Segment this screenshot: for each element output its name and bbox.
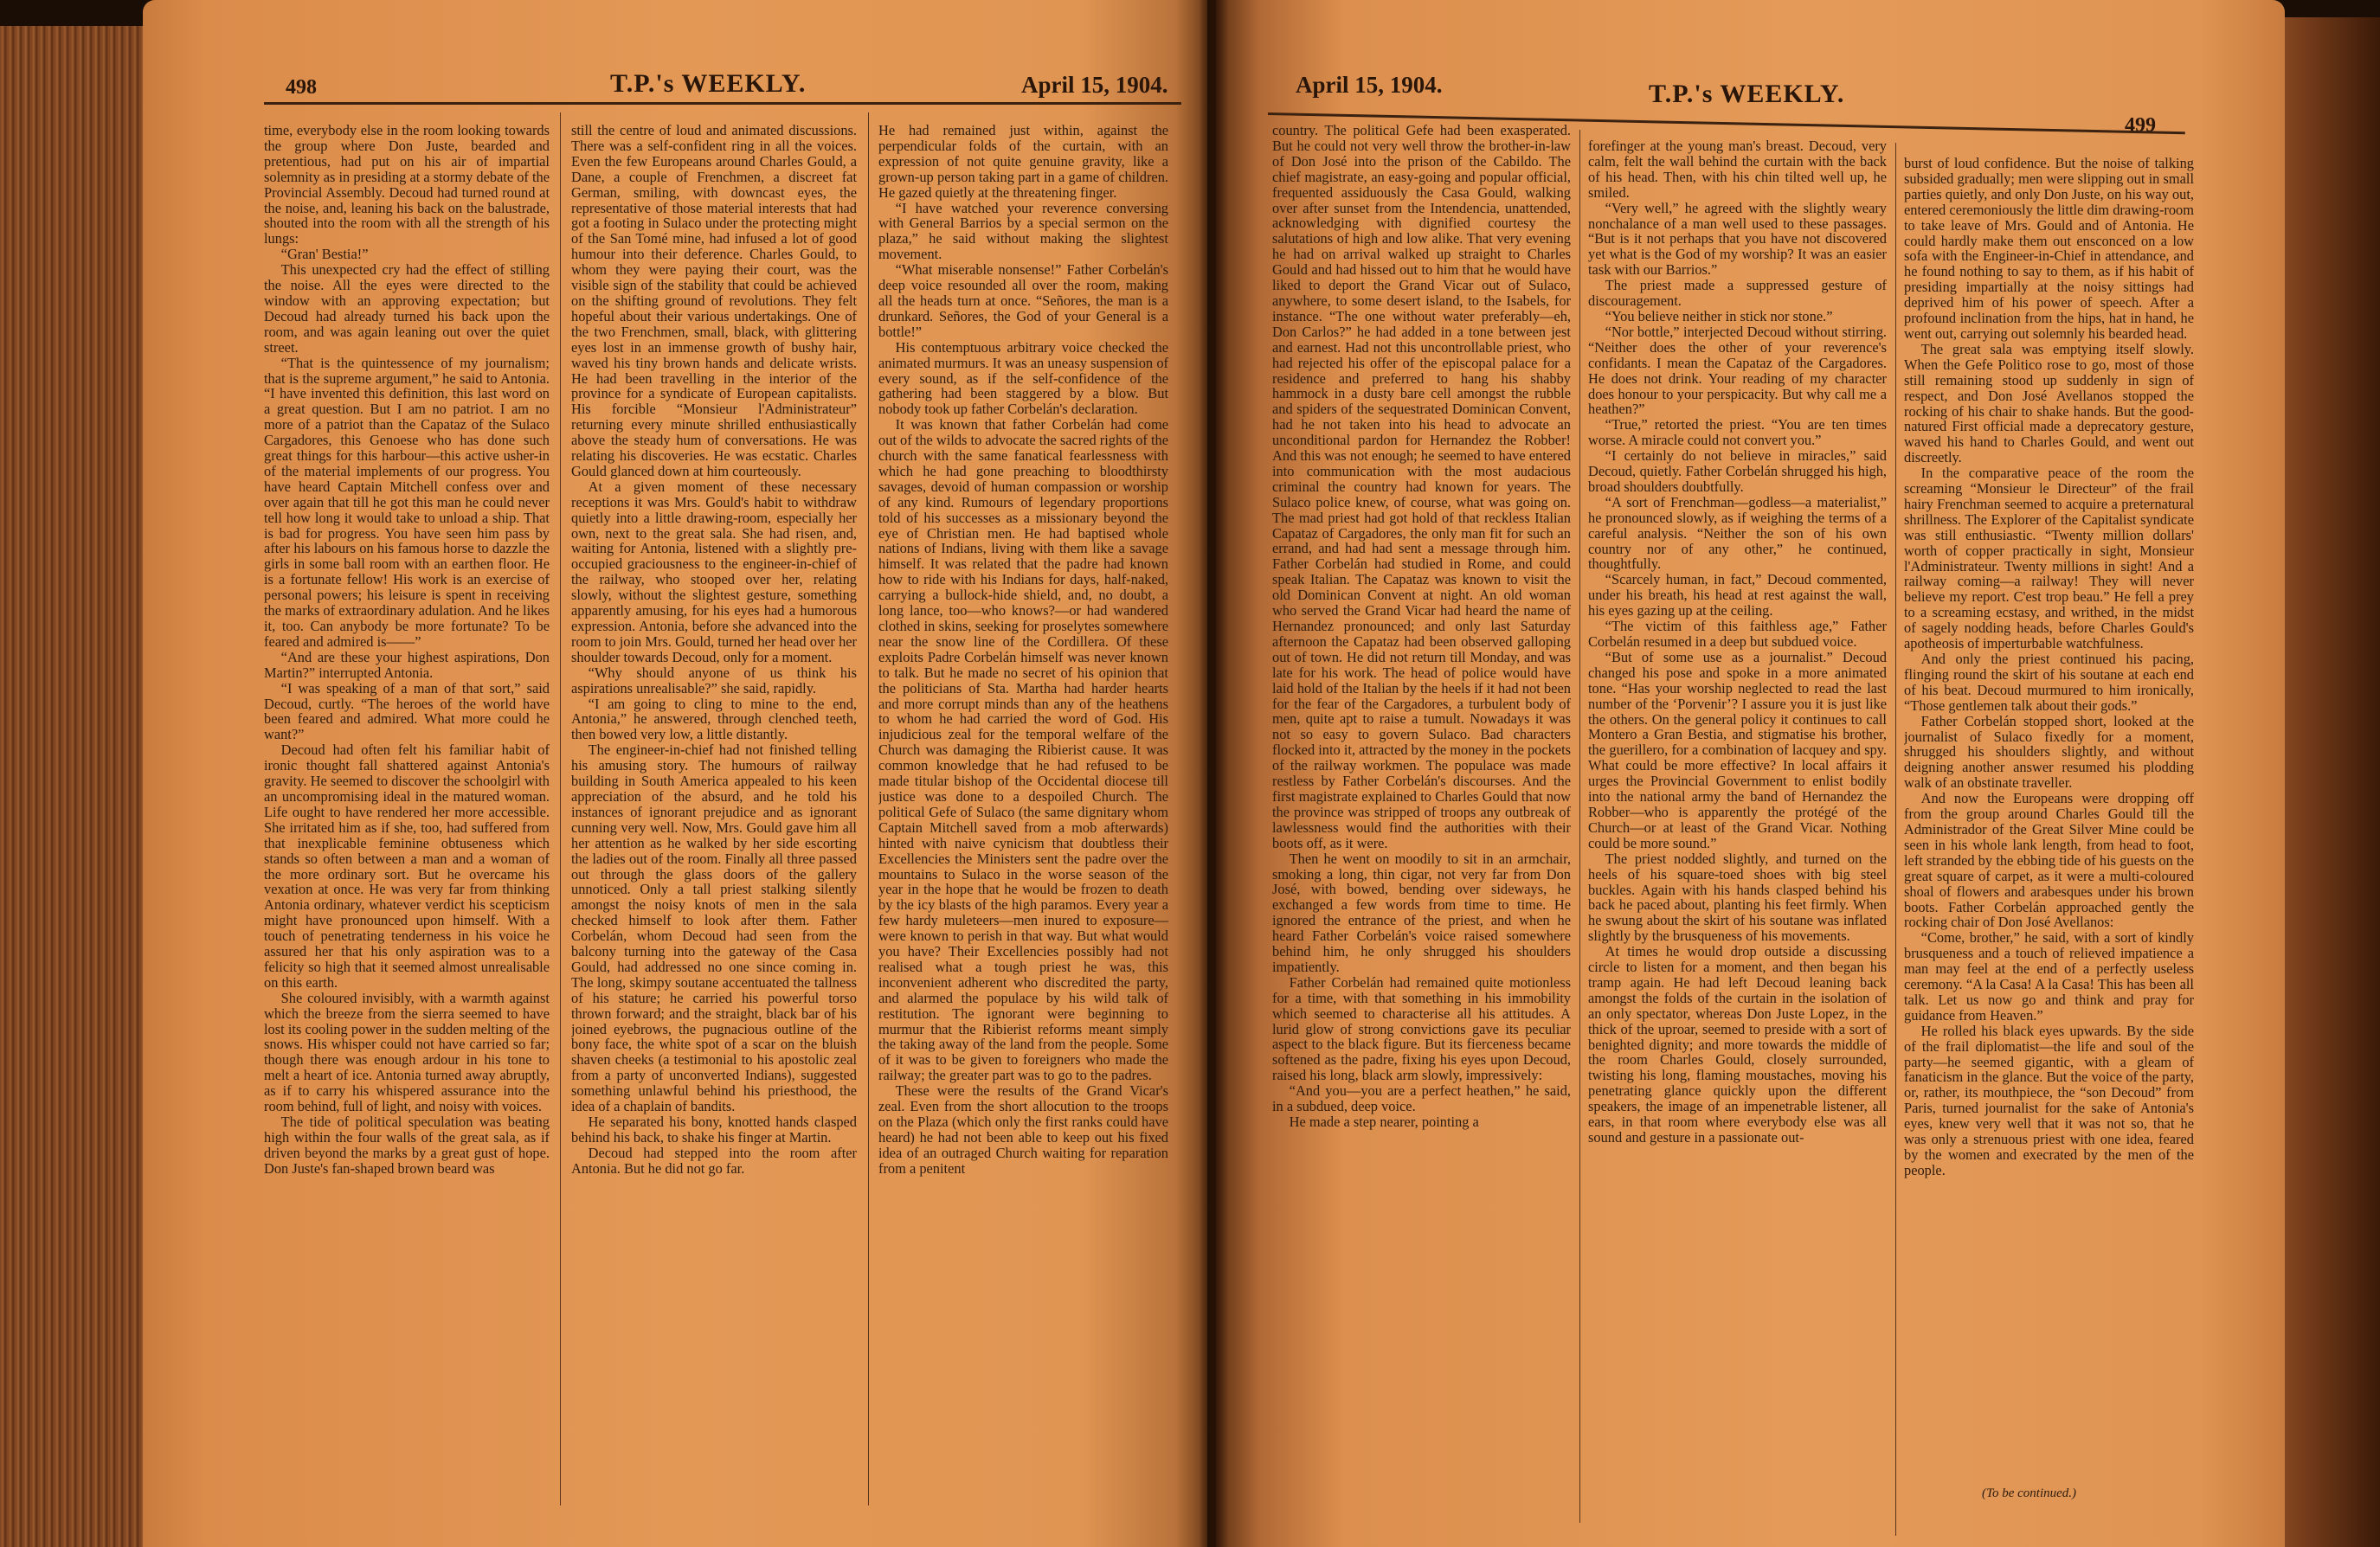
text-column xyxy=(878,123,1168,1499)
paragraph: At a given moment of these necessary receptions it was Mrs. Gould's habit to withdraw quietly into a little drawing-room, especially her own, next to the great sala. She had risen, and, waiting for Antonia, listened with a slightly pre-occupied graciousness to the engineer-in-chief of the railway, who stooped over her, relating slowly, without the slightest gesture, something apparently amusing, for his eyes had a humorous expression. Antonia, before she advanced into the room to join Mrs. Gould, turned her head over her shoulder towards Decoud, only for a moment. xyxy=(571,478,857,665)
paragraph: The tide of political speculation was beating high within the four walls of the great sala, as if driven beyond the marks by a great gust of hope. Don Juste's fan-shaped brown beard was xyxy=(264,1114,550,1177)
paragraph: “That is the quintessence of my journalism; that is the supreme argument,” he said to Antonia. “I have invented this definition, this last word on a great question. But I am no patriot. I am no more of a patriot than the Capataz of the Sulaco Cargadores, this Genoese who has done such great things for this harbour—this active usher-in of the material implements of our progress. You have heard Captain Mitchell confess over and over again that till he got this man he could never tell how long it would take to unload a ship. That is bad for progress. You have seen him pass by after his labours on his famous horse to dazzle the girls in some ball room with an earthen floor. He is a fortunate fellow! His work is an exercise of personal powers; his leisure is spent in receiving the marks of extraordinary adulation. And he likes it, too. Can anybody be more fortunate? To be feared and admired is——” xyxy=(264,354,550,650)
paragraph: It was known that father Corbelán had come out of the wilds to advocate the sacred rights of the church with the same fanatical fearlessness with which he had gone preaching to bloodthirsty savages, devoid of human compassion or worship of any kind. Rumours of legendary proportions told of his successes as a missionary beyond the eye of Christian men. He had baptised whole nations of Indians, living with them like a savage himself. It was related that the padre had known how to ride with his Indians for days, half-naked, carrying a bullock-hide shield, and, no doubt, a long lance, too—who knows?—or had wandered clothed in skins, seeking for proselytes somewhere near the snow line of the Cordillera. Of these exploits Padre Corbelán himself was never known to talk. But he made no secret of his opinion that the politicians of Sta. Martha had harder hearts and more corrupt minds than any of the heathens to whom he had carried the word of God. His injudicious zeal for the temporal welfare of the Church was damaging the Ribierist cause. It was common knowledge that he had refused to be made titular bishop of the Occidental diocese till justice was done to a despoiled Church. The political Gefe of Sulaco (the same dignitary whom Captain Mitchell saved from a mob afterwards) hinted with naive cynicism that doubtless their Excellencies the Ministers sent the padre over the mountains to Sulaco in the worse season of the year in the hope that he would be frozen to death by the icy blasts of the high paramos. Every year a few hardy muleteers—men inured to exposure—were known to perish in that way. But what would you have? Their Excellencies possibly had not realised what a tough priest he was, this inconvenient adherent who discredited the party, and alarmed the populace by his wild talk of restitution. The ignorant were beginning to murmur that the Ribierist reforms meant simply the taking away of the land from the people. Some of it was to be given to foreigners who made the railway; the greater part was to go to the padres. xyxy=(878,416,1168,1084)
paragraph: “What miserable nonsense!” Father Corbelán's deep voice resounded all over the room, making all the heads turn at once. “Señores, the man is a drunkard. Señores, the God of your General is a bottle!” xyxy=(878,261,1168,340)
column-divider xyxy=(1895,143,1896,1536)
paragraph: “Why should anyone of us think his aspirations unrealisable?” she said, rapidly. xyxy=(571,664,857,696)
paragraph: “I certainly do not believe in miracles,” said Decoud, quietly. Father Corbelán shrugged his high, broad shoulders doubtfully. xyxy=(1588,447,1887,495)
paragraph: “Come, brother,” he said, with a sort of kindly brusqueness and a touch of relieved impatience a man may feel at the end of a perfectly useless ceremony. “A la Casa! A la Casa! This has been all talk. Let us now go and think and pray for guidance from Heaven.” xyxy=(1904,929,2194,1024)
paragraph: He separated his bony, knotted hands clasped behind his back, to shake his finger at Martin. xyxy=(571,1114,857,1146)
paragraph: At times he would drop outside a discussing circle to listen for a moment, and then began his tramp again. He had left Decoud leaning back amongst the folds of the curtain in the isolation of an only spectator, whereas Don Juste Lopez, in the thick of the uproar, seemed to preside with a sort of benighted dignity; and more towards the middle of the room Charles Gould, closely surrounded, twisting his long, flaming moustaches, moving his penetrating glance quickly upon the different speakers, the image of an impenetrable listener, all ears, in that room where everybody else was all sound and gesture in a passionate out- xyxy=(1588,943,1887,1146)
paragraph: And now the Europeans were dropping off from the group around Charles Gould till the Administrador of the Great Silver Mine could be seen in his whole lank length, from head to foot, left stranded by the ebbing tide of his guests on the great square of carpet, as it were a multi-coloured shoal of flowers and arabesques under his brown boots. Father Corbelán approached gently the rocking chair of Don José Avellanos: xyxy=(1904,790,2194,931)
column-divider xyxy=(1579,130,1580,1523)
text-column xyxy=(1272,123,1571,1499)
paragraph: burst of loud confidence. But the noise of talking subsided gradually; men were slipping out in small parties quietly, and only Don Juste, on his way out, entered ceremoniously the little dim drawing-room to take leave of Mrs. Gould and of Antonia. He could hardly make them out ensconced on a low sofa with the Engineer-in-Chief in attendance, and he found nothing to say to them, as if his habit of presiding impartially at the noisy sittings had deprived him of his power of speech. After a profound inclination from the hips, hat in hand, he went out, carrying out solemnly his bearded head. xyxy=(1904,156,2194,342)
paragraph: The great sala was emptying itself slowly. When the Gefe Politico rose to go, most of those still remaining stood up suddenly in sign of respect, and Don José Avellanos stopped the rocking of his chair to shake hands. But the good-natured First official made a deprecatory gesture, waved his hand to Charles Gould, and went out discreetly. xyxy=(1904,340,2194,466)
paragraph: “You believe neither in stick nor stone.” xyxy=(1605,307,1833,324)
text-column xyxy=(264,123,550,1499)
paragraph: Decoud had stepped into the room after Antonia. But he did not go far. xyxy=(571,1144,857,1177)
masthead-title: T.P.'s WEEKLY. xyxy=(610,69,807,98)
paragraph: He made a step nearer, pointing a xyxy=(1289,1114,1479,1130)
text-column xyxy=(571,123,857,1499)
paragraph: “A sort of Frenchman—godless—a materialist,” he pronounced slowly, as if weighing the terms of a careful analysis. “Neither the son of his own country nor of any other,” he continued, thoughtfully. xyxy=(1588,493,1887,573)
paragraph: “I was speaking of a man of that sort,” said Decoud, curtly. “The heroes of the world have been feared and admired. What more could he want?” xyxy=(264,679,550,743)
paragraph: “The victim of this faithless age,” Father Corbelán resumed in a deep but subdued voice. xyxy=(1588,618,1887,650)
masthead-title: T.P.'s WEEKLY. xyxy=(1649,80,1845,108)
paragraph: Then he went on moodily to sit in an armchair, smoking a long, thin cigar, not very far from Don José, with bowed, bending over sideways, he exchanged a few words from time to time. He ignored the entrance of the priest, and when he heard Father Corbelán's voice raised somewhere behind him, he only shrugged his shoulders impatiently. xyxy=(1272,850,1571,975)
paragraph: The engineer-in-chief had not finished telling his amusing story. The humours of railway building in South America appealed to his keen appreciation of the absurd, and he told his instances of ignorant prejudice and as ignorant cunning very well. Now, Mrs. Gould gave him all her attention as he walked by her side escorting the ladies out of the room. Finally all three passed out through the glass doors of the gallery unnoticed. Only a tall priest stalking silently amongst the noisy knots of men in the sala checked himself to look after them. Father Corbelán, whom Decoud had seen from the balcony turning into the gateway of the Casa Gould, had addressed no one since coming in. The long, skimpy soutane accentuated the tallness of his stature; he carried his powerful torso thrown forward; and the straight, black bar of his joined eyebrows, the pugnacious outline of the bony face, the white spot of a scar on the bluish shaven cheeks (a testimonial to his apostolic zeal from a party of unconverted Indians), suggested something unlawful behind his priesthood, the idea of a chaplain of bandits. xyxy=(571,741,857,1115)
right-page xyxy=(1216,0,2285,1547)
paragraph: forefinger at the young man's breast. Decoud, very calm, felt the wall behind the curtain with the back of his head. Then, with his chin tilted well up, he smiled. xyxy=(1588,138,1887,201)
paragraph: Decoud had often felt his familiar habit of ironic thought fall shattered against Antonia's gravity. He seemed to discover the schoolgirl with an uncompromising ideal in the matured woman. Life ought to have rendered her more accessible. She irritated him as if she, too, had suffered from that inexplicable feminine obtuseness which stands so often between a man and a woman of the more ordinary sort. But he overcame his vexation at once. He was very far from thinking Antonia ordinary, whatever verdict his scepticism might have pronounced upon himself. With a touch of penetrating tenderness in his voice he assured her that his only aspiration was to a felicity so high that it seemed almost unrealisable on this earth. xyxy=(264,741,550,991)
paragraph: country. The political Gefe had been exasperated. But he could not very well throw the brother-in-law of Don José into the prison of the Cabildo. The chief magistrate, an easy-going and popular official, frequented assiduously the Casa Gould, walking over after sunset from the Intendencia, unattended, acknowledging with dignified courtesy the salutations of high and low alike. That very evening he had on arrival walked up straight to Charles Gould and had hissed out to him that he would have liked to deport the Grand Vicar out of Sulaco, anywhere, to some desert island, to the Isabels, for instance. “The one without water preferably—eh, Don Carlos?” he had added in a tone between jest and earnest. Had not this uncontrollable priest, who had rejected his offer of the episcopal palace for a residence and preferred to hang his shabby hammock in a dusty bare cell amongst the rubble and spiders of the sequestrated Dominican Convent, had he not taken into his head to advocate an unconditional pardon for Hernandez the Robber! And this was not enough; he seemed to have entered into communication with the most audacious criminal the country had known for years. The Sulaco police knew, of course, what was going on. The mad priest had got hold of that reckless Italian Capataz of Cargadores, the only man fit for such an errand, and had had sent a message through him. Father Corbelán had studied in Rome, and could speak Italian. The Capataz was known to visit the old Dominican Convent at night. An old woman who served the Grand Vicar had heard the name of Hernandez pronounced; and only last Saturday afternoon the Capataz had been observed galloping out of town. He did not return till Monday, and was late for his work. The head of police would have laid hold of the Italian by the heels if it had not been for the fear of the Cargadores, a turbulent body of men, quite apt to raise a tumult. Nowadays it was not so easy to govern Sulaco. Bad characters flocked into it, attracted by the money in the pockets of the railway workmen. The populace was made restless by Father Corbelán's discourses. And the first magistrate explained to Charles Gould that now the province was stripped of troops any outbreak of lawlessness would find the authorities with their boots off, as it were. xyxy=(1272,123,1571,851)
text-column xyxy=(1904,156,2194,1480)
paragraph: “Nor bottle,” interjected Decoud without stirring. “Neither does the other of your reverence's confidants. I mean the Capataz of the Cargadores. He does not drink. Your reading of my character does honour to your perspicacity. But why call me a heathen?” xyxy=(1588,323,1887,418)
paragraph: “And are these your highest aspirations, Don Martin?” interrupted Antonia. xyxy=(264,648,550,681)
paragraph: Father Corbelán had remained quite motionless for a time, with that something in his immobility which seemed to characterise all his attitudes. A lurid glow of strong convictions gave its peculiar aspect to the black figure. But its fierceness became softened as the padre, fixing his eyes upon Decoud, raised his long, black arm slowly, impressively: xyxy=(1272,973,1571,1084)
issue-date: April 15, 1904. xyxy=(1296,72,1443,98)
paragraph: Father Corbelán stopped short, looked at the journalist of Sulaco fixedly for a moment, shrugged his shoulders slightly, and without deigning another answer resumed his plodding walk of an obstinate traveller. xyxy=(1904,712,2194,792)
left-page xyxy=(143,0,1207,1547)
paragraph: She coloured invisibly, with a warmth against which the breeze from the sierra seemed to have lost its cooling power in the sudden melting of the snows. His whisper could not have carried so far; though there was enough ardour in his tone to melt a heart of ice. Antonia turned away abruptly, as if to carry his whispered assurance into the room behind, full of light, and noisy with voices. xyxy=(264,989,550,1115)
to-be-continued: (To be continued.) xyxy=(1982,1486,2077,1500)
header-rule xyxy=(264,102,1181,105)
paragraph: “I am going to cling to mine to the end, Antonia,” he answered, through clenched teeth, then bowed very low, a little distantly. xyxy=(571,695,857,743)
paragraph: “And you—you are a perfect heathen,” he said, in a subdued, deep voice. xyxy=(1272,1082,1571,1115)
paragraph: These were the results of the Grand Vicar's zeal. Even from the short allocution to the troops on the Plaza (which only the first ranks could have heard) he had not been able to keep out his fixed idea of an outraged Church waiting for reparation from a penitent xyxy=(878,1082,1168,1177)
paragraph: The priest made a suppressed gesture of discouragement. xyxy=(1588,277,1887,310)
paragraph: He had remained just within, against the perpendicular folds of the curtain, with an expression of not quite genuine gravity, like a grown-up person taking part in a game of children. He gazed quietly at the threatening finger. xyxy=(878,123,1168,201)
column-divider xyxy=(560,112,561,1505)
paragraph: In the comparative peace of the room the screaming “Monsieur le Directeur” of the frail hairy Frenchman seemed to acquire a preternatural shrillness. The Explorer of the Capitalist syndicate was still enthusiastic. “Twenty million dollars' worth of copper practically in sight, Monsieur l'Administrateur. Twenty millions in sight! And a railway coming—a railway! They will never believe my report. C'est trop beau.” He fell a prey to a screaming ecstasy, and writhed, in the midst of sagely nodding heads, before Charles Gould's apotheosis of imperturbable watchfulness. xyxy=(1904,465,2194,652)
paragraph: “But of some use as a journalist.” Decoud changed his pose and spoke in a more animated tone. “Has your worship neglected to read the last number of the ‘Porvenir’? I assure you it is just like the others. On the general policy it continues to call Montero a Gran Bestia, and stigmatise his brother, the guerillero, for a combination of lacquey and spy. What could be more effective? In local affairs it urges the Provincial Government to enlist bodily into the national army the band of Hernandez the Robber—who is apparently the protégé of the Church—or at least of the Grand Vicar. Nothing could be more sound.” xyxy=(1588,648,1887,851)
paragraph: His contemptuous arbitrary voice checked the animated murmurs. It was an uneasy suspension of every sound, as if the self-confidence of the gathering had been staggered by a blow. But nobody took up father Corbelán's declaration. xyxy=(878,338,1168,418)
book-gutter xyxy=(1199,0,1228,1547)
paragraph: The priest nodded slightly, and turned on the heels of his square-toed shoes with big steel buckles. Again with his hands clasped behind his back he paced about, planting his feet firmly. When he swung about the skirt of his soutane was inflated slightly by the brusqueness of his movements. xyxy=(1588,850,1887,945)
book-edge-left xyxy=(0,26,147,1547)
paragraph: “Gran' Bestia!” xyxy=(280,246,369,263)
paragraph: And only the priest continued his pacing, flinging round the skirt of his soutane at each end of his beat. Decoud murmured to him ironically, “Those gentlemen talk about their gods.” xyxy=(1904,651,2194,714)
paragraph: still the centre of loud and animated discussions. There was a self-confident ring in all the voices. Even the few Europeans around Charles Gould, a Dane, a couple of Frenchmen, a discreet fat German, smiling, with downcast eyes, the representative of those material interests that had got a footing in Sulaco under the protecting might of the San Tomé mine, had infused a lot of good humour into their deference. Charles Gould, to whom they were paying their court, was the visible sign of the stability that could be achieved on the shifting ground of revolutions. They felt hopeful about their various undertakings. One of the two Frenchmen, small, black, with glittering eyes lost in an immense growth of bushy hair, waved his tiny brown hands and delicate wrists. He had been travelling in the interior of the province for a syndicate of European capitalists. His forcible “Monsieur l'Administrateur” returning every minute shrilled enthusiastically above the steady hum of conversations. He was relating his discoveries. He was ecstatic. Charles Gould glanced down at him courteously. xyxy=(571,123,857,479)
book-cover-right xyxy=(2276,17,2380,1547)
column-divider xyxy=(868,112,869,1505)
paragraph: He rolled his black eyes upwards. By the side of the frail diplomatist—the life and soul of the party—he seemed gigantic, with a gleam of fanaticism in the glance. But the voice of the party, or, rather, its mouthpiece, the “son Decoud” from Paris, turned journalist for the sake of Antonia's eyes, knew very well that it was not so, that he was only a strenuous priest with one idea, feared by the women and execrated by the men of the people. xyxy=(1904,1022,2194,1178)
paragraph: “True,” retorted the priest. “You are ten times worse. A miracle could not convert you.” xyxy=(1588,416,1887,449)
paragraph: “I have watched your reverence conversing with General Barrios by a special sermon on the plaza,” he said without making the slightest movement. xyxy=(878,199,1168,263)
paragraph: “Very well,” he agreed with the slightly weary nonchalance of a man well used to these passages. “But is it not perhaps that you have not discovered yet what is the God of my worship? It was an easier task with our Barrios.” xyxy=(1588,199,1887,279)
page-number: 499 xyxy=(2125,114,2156,137)
paragraph: “Scarcely human, in fact,” Decoud commented, under his breath, his head at rest against the wall, his eyes gazing up at the ceiling. xyxy=(1588,571,1887,619)
text-column xyxy=(1588,138,1887,1514)
paragraph: time, everybody else in the room looking towards the group where Don Juste, bearded and pretentious, had put on his air of impartial solemnity as in presiding at a stormy debate of the Provincial Assembly. Decoud had turned round at the noise, and, leaning his back on the balustrade, shouted into the room with all the strength of his lungs: xyxy=(264,123,550,247)
issue-date: April 15, 1904. xyxy=(1021,72,1168,98)
paragraph: This unexpected cry had the effect of stilling the noise. All the eyes were directed to the window with an approving expectation; but Decoud had already turned his back upon the room, and was again leaning out over the quiet street. xyxy=(264,261,550,356)
page-number: 498 xyxy=(286,76,317,99)
